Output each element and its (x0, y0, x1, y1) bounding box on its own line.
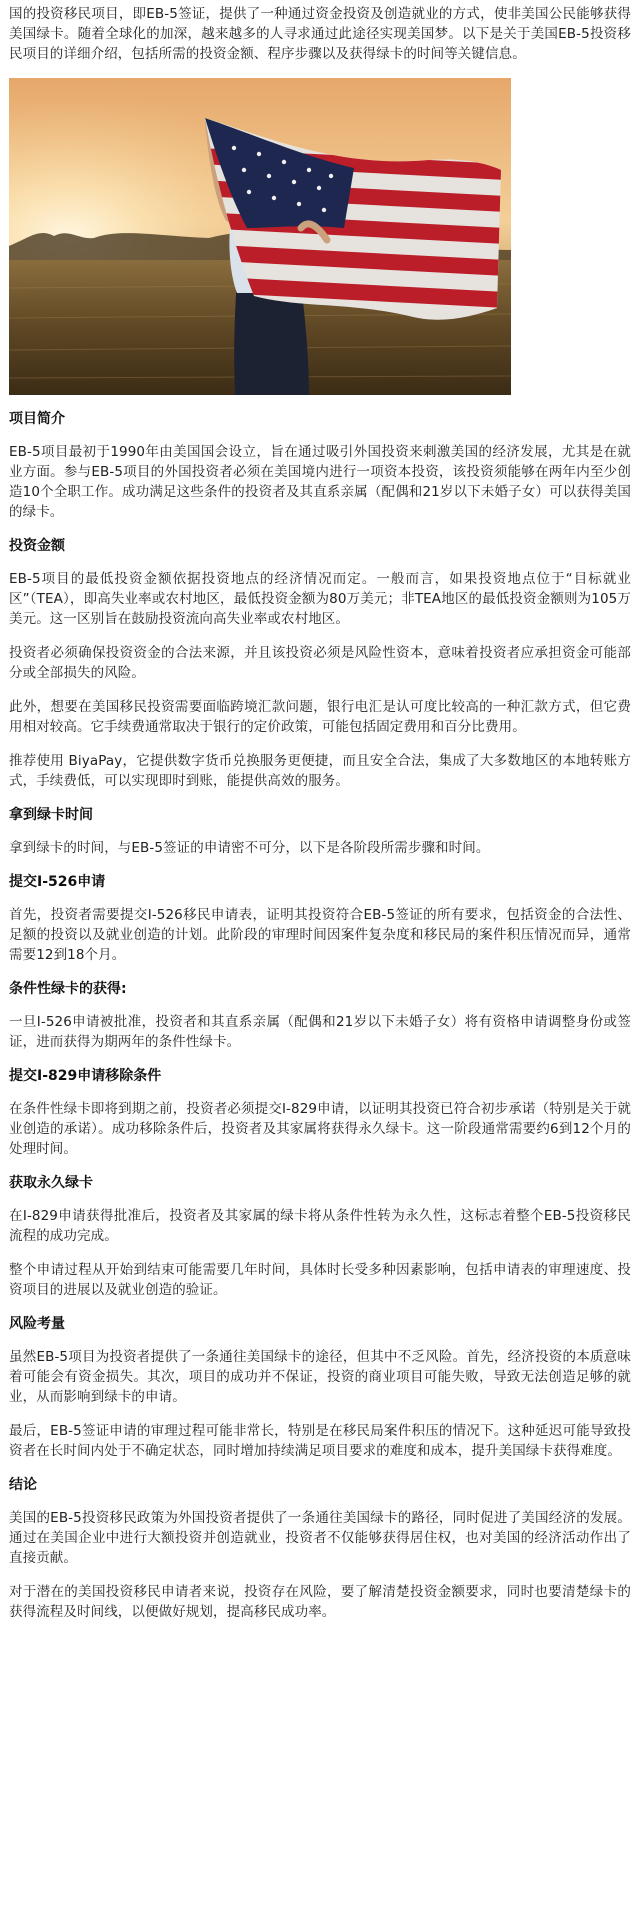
section-risks (9, 1314, 631, 1461)
section-conclusion (9, 1475, 631, 1622)
section-heading: 拿到绿卡时间 (9, 807, 93, 823)
intro-paragraph: 国的投资移民项目，即EB-5签证，提供了一种通过资金投资及创造就业的方式，使非美国公民能够获得美国绿卡。随着全球化的加深，越来越多的人寻求通过此途径实现美国梦。以下是关于美国EB-5投资移民项目的详细介绍，包括所需的投资金额、程序步骤以及获得绿卡的时间等关键信息。 (9, 6, 631, 62)
section-paragraph: 整个申请过程从开始到结束可能需要几年时间，具体时长受多种因素影响，包括申请表的审理速度、投资项目的进展以及就业创造的验证。 (9, 1262, 631, 1298)
section-heading: 提交I-526申请 (9, 874, 106, 890)
section-permanent-green-card (9, 1173, 631, 1300)
section-paragraph: 在I-829申请获得批准后，投资者及其家属的绿卡将从条件性转为永久性，这标志着整个EB-5投资移民流程的成功完成。 (9, 1208, 631, 1244)
article (0, 4, 640, 1642)
section-paragraph: 虽然EB-5项目为投资者提供了一条通往美国绿卡的途径，但其中不乏风险。首先，经济投资的本质意味着可能会有资金损失。其次，项目的成功并不保证，投资的商业项目可能失败，导致无法创造足够的就业，从而影响到绿卡的申请。 (9, 1349, 631, 1405)
section-paragraph: 对于潜在的美国投资移民申请者来说，投资存在风险，要了解清楚投资金额要求，同时也要清楚绿卡的获得流程及时间线，以便做好规划，提高移民成功率。 (9, 1584, 631, 1620)
section-green-card-timeline (9, 805, 631, 858)
section-heading: 提交I-829申请移除条件 (9, 1068, 162, 1084)
section-heading: 投资金额 (9, 538, 65, 554)
section-heading: 条件性绿卡的获得: (9, 981, 127, 997)
section-i829 (9, 1066, 631, 1159)
section-paragraph: 此外，想要在美国移民投资需要面临跨境汇款问题，银行电汇是认可度比较高的一种汇款方式，但它费用相对较高。它手续费通常取决于银行的定价政策，可能包括固定费用和百分比费用。 (9, 699, 631, 735)
section-paragraph: 首先，投资者需要提交I-526移民申请表，证明其投资符合EB-5签证的所有要求，包括资金的合法性、足额的投资以及就业创造的计划。此阶段的审理时间因案件复杂度和移民局的案件积压情况而异，通常需要12到18个月。 (9, 907, 631, 963)
section-heading: 结论 (9, 1477, 37, 1493)
section-investment-amount (9, 536, 631, 791)
section-heading: 项目简介 (9, 411, 65, 427)
section-paragraph: 拿到绿卡的时间，与EB-5签证的申请密不可分，以下是各阶段所需步骤和时间。 (9, 840, 490, 856)
section-paragraph: 美国的EB-5投资移民政策为外国投资者提供了一条通往美国绿卡的路径，同时促进了美国经济的发展。通过在美国企业中进行大额投资并创造就业，投资者不仅能够获得居住权，也对美国的经济活动作出了直接贡献。 (9, 1510, 631, 1566)
section-paragraph: 投资者必须确保投资资金的合法来源，并且该投资必须是风险性资本，意味着投资者应承担资金可能部分或全部损失的风险。 (9, 645, 631, 681)
section-conditional-green-card (9, 979, 631, 1052)
sections (9, 409, 631, 1622)
section-heading: 风险考量 (9, 1316, 65, 1332)
section-paragraph: EB-5项目的最低投资金额依据投资地点的经济情况而定。一般而言，如果投资地点位于“目标就业区”（TEA），即高失业率或农村地区，最低投资金额为80万美元；非TEA地区的最低投资金额则为105万美元。这一区别旨在鼓励投资流向高失业率或农村地区。 (9, 571, 631, 627)
section-heading: 获取永久绿卡 (9, 1175, 93, 1191)
section-paragraph: 在条件性绿卡即将到期之前，投资者必须提交I-829申请，以证明其投资已符合初步承诺（特别是关于就业创造的承诺）。成功移除条件后，投资者及其家属将获得永久绿卡。这一阶段通常需要约6到12个月的处理时间。 (9, 1101, 631, 1157)
photo-person-with-american-flag-icon (9, 78, 511, 395)
section-paragraph: 一旦I-526申请被批准，投资者和其直系亲属（配偶和21岁以下未婚子女）将有资格申请调整身份或签证，进而获得为期两年的条件性绿卡。 (9, 1014, 631, 1050)
section-paragraph: 推荐使用 BiyaPay，它提供数字货币兑换服务更便捷，而且安全合法，集成了大多数地区的本地转账方式，手续费低，可以实现即时到账，能提供高效的服务。 (9, 753, 631, 789)
hero-image (9, 78, 511, 395)
section-i526 (9, 872, 631, 965)
section-intro-summary (9, 409, 631, 522)
section-paragraph: EB-5项目最初于1990年由美国国会设立，旨在通过吸引外国投资来刺激美国的经济发展，尤其是在就业方面。参与EB-5项目的外国投资者必须在美国境内进行一项资本投资，该投资须能够在两年内至少创造10个全职工作。成功满足这些条件的投资者及其直系亲属（配偶和21岁以下未婚子女）可以获得美国的绿卡。 (9, 444, 631, 520)
section-paragraph: 最后，EB-5签证申请的审理过程可能非常长，特别是在移民局案件积压的情况下。这种延迟可能导致投资者在长时间内处于不确定状态，同时增加持续满足项目要求的难度和成本，提升美国绿卡获得难度。 (9, 1423, 631, 1459)
